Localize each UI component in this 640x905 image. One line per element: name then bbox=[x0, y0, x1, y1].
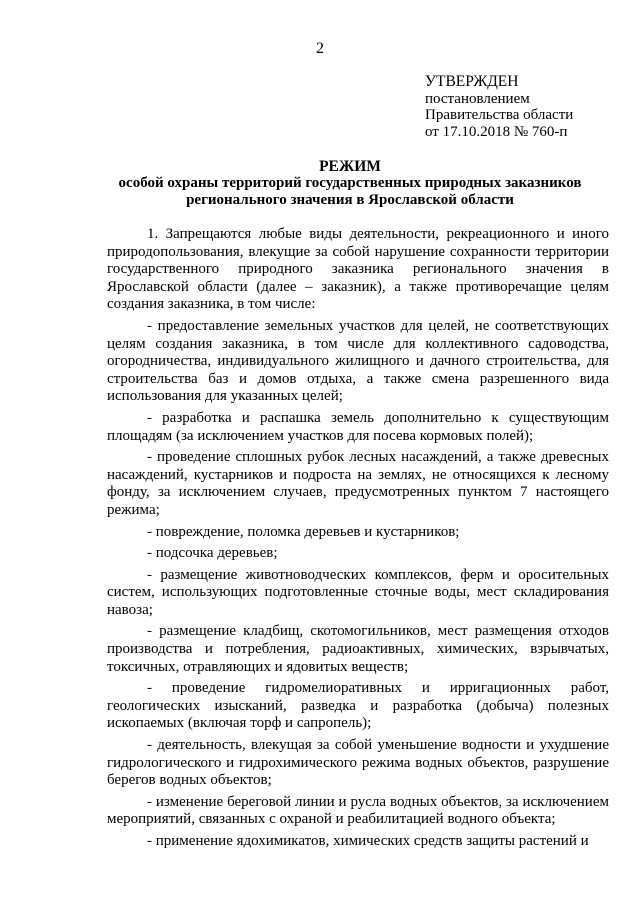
title-subtitle: регионального значения в Ярославской области bbox=[186, 192, 514, 208]
document-body bbox=[107, 226, 609, 851]
list-item: - разработка и распашка земель дополнительно к существующим площадям (за исключением участков для посева кормовых полей); bbox=[107, 409, 609, 444]
title-main: РЕЖИМ bbox=[319, 158, 381, 175]
title-subtitle: особой охраны территорий государственных природных заказников bbox=[118, 175, 582, 191]
list-item: - предоставление земельных участков для целей, не соответствующих целям создания заказника, в том числе для коллективного садоводства, огородничества, индивидуального жилищного и дачного строительства, для строительства баз и домов отдыха, а также смена разрешенного вида использования для указанных целей; bbox=[107, 317, 609, 405]
list-item: - повреждение, поломка деревьев и кустарников; bbox=[147, 523, 460, 540]
page-number: 2 bbox=[316, 40, 324, 57]
list-item: - размещение животноводческих комплексов, ферм и оросительных систем, использующих подготовленные сточные воды, мест складирования навоза; bbox=[107, 566, 609, 618]
list-item: - размещение кладбищ, скотомогильников, мест размещения отходов производства и потребления, радиоактивных, химических, взрывчатых, токсичных, отравляющих и ядовитых веществ; bbox=[107, 623, 609, 675]
list-item: - проведение сплошных рубок лесных насаждений, а также древесных насаждений, кустарников и подроста на землях, не относящихся к лесному фонду, за исключением случаев, предусмотренных пунктом 7 настоящего режима; bbox=[107, 449, 609, 518]
list-item: - подсочка деревьев; bbox=[147, 545, 278, 562]
approval-block bbox=[425, 74, 625, 140]
list-item: - изменение береговой линии и русла водных объектов, за исключением мероприятий, связанных с охраной и реабилитацией водного объекта; bbox=[107, 793, 609, 828]
list-item: - применение ядохимикатов, химических средств защиты растений и bbox=[147, 833, 589, 849]
list-item: - проведение гидромелиоративных и ирригационных работ, геологических изысканий, разведка и разработка (добыча) полезных ископаемых (включая торф и сапропель); bbox=[107, 680, 609, 732]
approval-date: от 17.10.2018 № 760-п bbox=[425, 123, 568, 140]
paragraph: 1. Запрещаются любые виды деятельности, рекреационного и иного природопользования, влекущие за собой нарушение сохранности территории государственного природного заказника регионального значения в Ярославской области (далее – заказник), а также противоречащие целям создания заказника, в том числе: bbox=[107, 226, 609, 313]
list-item: - деятельность, влекущая за собой уменьшение водности и ухудшение гидрологического и гидрохимического режима водных объектов, разрушение берегов водных объектов; bbox=[107, 737, 609, 789]
approval-stamp: УТВЕРЖДЕН bbox=[425, 73, 519, 90]
approval-line: постановлением bbox=[425, 90, 530, 107]
document-title bbox=[90, 158, 610, 209]
approval-line: Правительства области bbox=[425, 107, 574, 123]
